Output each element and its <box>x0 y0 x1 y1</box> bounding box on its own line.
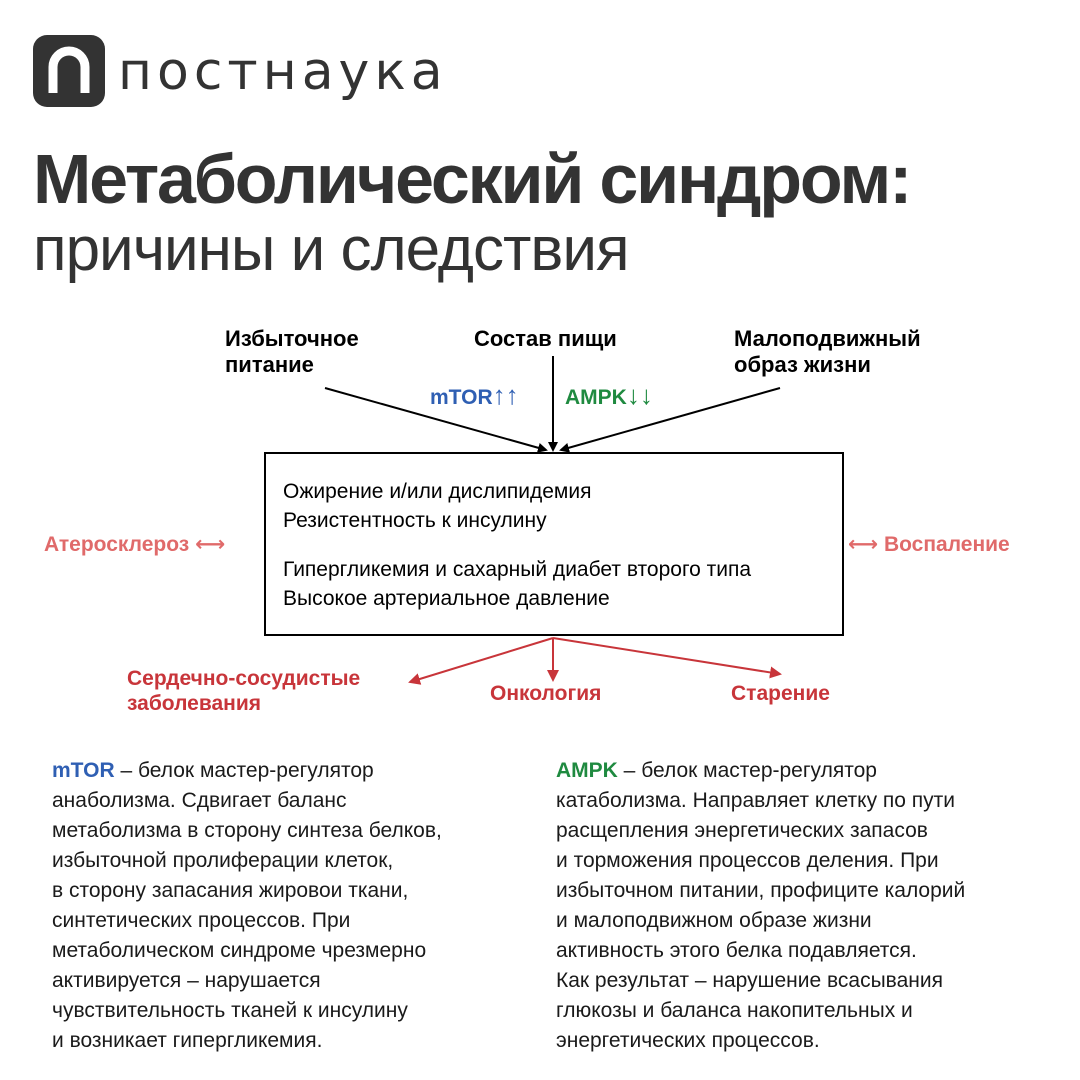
mtor-up-label: mTOR↑↑ <box>430 380 519 410</box>
side-inflammation: ⟷ Воспаление <box>848 533 1010 556</box>
mtor-term: mTOR <box>52 759 115 782</box>
brand-wordmark[interactable]: постнаука <box>118 42 448 102</box>
ampk-down-label: AMPK↓↓ <box>565 380 653 410</box>
ampk-description: AMPK – белок мастер-регулятор катаболизма. Направляет клетку по пути расщепления энергетических запасов и торможения процессов деления. При избыточном питании, профиците калорий и малоподвижном образе жизни активность этого белка подавляется. Как результат – нарушение всасывания глюкозы и баланса накопительных и энергетических процессов. <box>556 759 966 1052</box>
arrow-aging <box>553 638 780 674</box>
component-hyperglycemia: Гипергликемия и сахарный диабет второго типа <box>283 558 752 581</box>
consequence-cardiovascular: Сердечно-сосудистые заболевания <box>127 667 361 715</box>
side-atherosclerosis: Атеросклероз ⟷ <box>44 533 226 556</box>
component-insulin-resistance: Резистентность к инсулину <box>283 509 547 532</box>
consequence-oncology: Онкология <box>490 682 602 705</box>
component-obesity: Ожирение и/или дислипидемия <box>283 480 592 503</box>
consequence-aging: Старение <box>731 682 830 705</box>
double-arrow-icon: ⟷ <box>195 533 226 556</box>
ampk-term: AMPK <box>556 759 618 782</box>
cause-overeating: Избыточное питание <box>225 326 359 377</box>
arrow-cardio <box>410 638 553 682</box>
page-title: Метаболический синдром: <box>33 140 911 218</box>
down-arrows-icon: ↓↓ <box>626 380 653 410</box>
cause-food-composition: Состав пищи <box>474 326 617 351</box>
mtor-description: mTOR – белок мастер-регулятор анаболизма. Сдвигает баланс метаболизма в сторону синтеза белков, избыточной пролиферации клеток, в сторону запасания жировои ткани, синтетических процессов. При метаболическом синдроме чрезмерно активируется – нарушается чувствительность тканей к инсулину и возникает гипергликемия. <box>52 759 442 1052</box>
component-hypertension: Высокое артериальное давление <box>283 587 610 610</box>
double-arrow-icon: ⟷ <box>848 533 879 556</box>
cause-sedentary-lifestyle: Малоподвижный образ жизни <box>734 326 921 377</box>
up-arrows-icon: ↑↑ <box>492 380 519 410</box>
page-subtitle: причины и следствия <box>33 215 629 284</box>
